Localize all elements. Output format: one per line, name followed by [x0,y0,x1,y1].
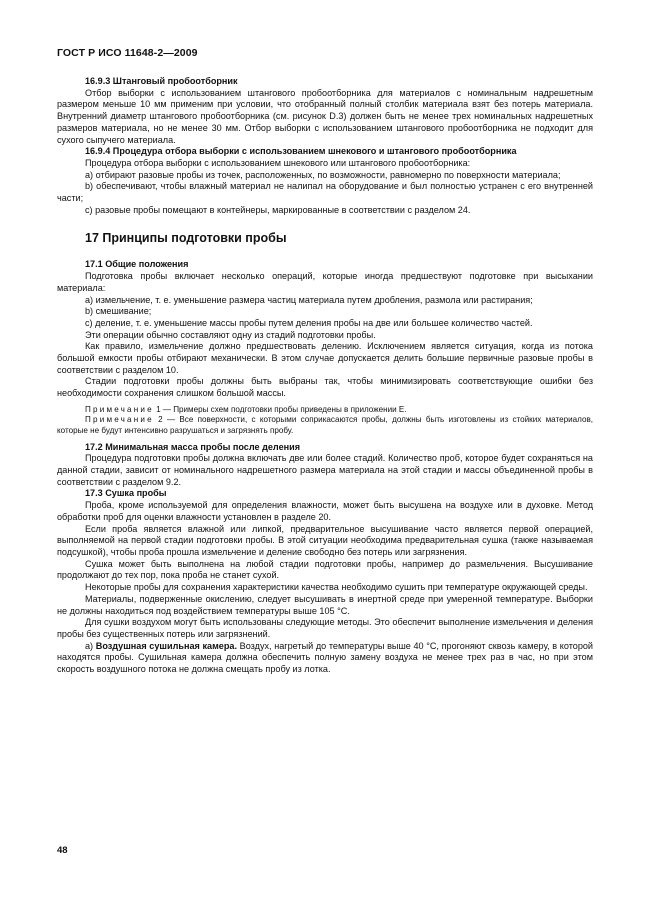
note-1 [57,405,593,416]
paragraph: Сушка может быть выполнена на любой стадии подготовки пробы, например до размельчения. Высушивание продолжают до тех пор, пока проба не станет сухой. [57,558,593,581]
paragraph: Если проба является влажной или липкой, предварительное высушивание часто является первой операцией, выполняемой на первой стадии подготовки пробы. В этой ситуации необходима предварительная сушка (также называемая подсушкой), чтобы проба прошла измельчение и деление свободно без потерь или загрязнения. [57,523,593,557]
document-header [57,47,198,59]
list-item: а) измельчение, т. е. уменьшение размера частиц материала путем дробления, размола или растирания; [85,294,533,305]
list-item: b) обеспечивают, чтобы влажный материал не налипал на оборудование и был полностью устранен с его внутренней части; [57,181,593,204]
term-label: Воздушная сушильная камера. [95,640,237,651]
list-item [57,641,593,676]
paragraph: Проба, кроме используемой для определения влажности, может быть высушена на воздухе или в духовке. Метод обработки проб для оценки влажности установлен в разделе 20. [57,500,593,522]
list-item: с) деление, т. е. уменьшение массы пробы путем деления пробы на две или большее количество частей. [85,317,533,328]
subsection-heading-17-3: 17.3 Сушка пробы [85,488,167,499]
paragraph: Процедура отбора выборки с использованием шнекового или штангового пробоотборника: [85,157,471,168]
paragraph: Некоторые пробы для сохранения характеристики качества необходимо сушить при температуре окружающей среды. [85,582,588,593]
paragraph: Процедура подготовки пробы должна включать две или более стадий. Количество проб, которое будет сохраняться на данной стадии, зависит от номинального надрешетного размера материала на этой стадии и массы объединенной пробы в соответствии с разделом 9.2. [57,453,593,487]
note-2 [57,415,593,436]
note-label: Примечание [85,415,154,425]
paragraph: Стадии подготовки пробы должны быть выбраны так, чтобы минимизировать соответствующие ошибки без необходимости сохранения слишком большой массы. [57,376,593,399]
section-heading-17: 17 Принципы подготовки пробы [85,231,287,246]
paragraph: Эти операции обычно составляют одну из стадий подготовки пробы. [85,329,376,340]
subsection-heading-16-9-3: 16.9.3 Штанговый пробоотборник [85,76,238,86]
page-number: 48 [57,845,68,856]
paragraph: Материалы, подверженные окислению, следует высушивать в инертной среде при умеренной температуре. Выборки не должны находиться под воздействием температуры выше 105 °С. [57,593,593,616]
list-item: а) отбирают разовые пробы из точек, расположенных, по возможности, равномерно по поверхности материала; [85,169,561,180]
paragraph: Подготовка пробы включает несколько операций, которые иногда предшествуют подготовке при высыхании материала: [57,271,593,293]
note-text: 2 — Все поверхности, с которыми соприкасаются пробы, должны быть изготовлены из стойких материалов, которые не будут интенсивно разрушаться и загрязнять пробу. [57,415,593,436]
list-item: b) смешивание; [85,306,152,317]
paragraph: Для сушки воздухом могут быть использованы следующие методы. Это обеспечит выполнение измельчения и деления пробы без существенных потерь или загрязнений. [57,617,593,639]
subsection-heading-16-9-4: 16.9.4 Процедура отбора выборки с использованием шнекового и штангового пробоотборника [85,146,517,157]
note-text: 1 — Примеры схем подготовки пробы приведены в приложении Е. [156,404,407,414]
subsection-heading-17-2: 17.2 Минимальная масса пробы после деления [85,441,301,452]
list-item: с) разовые пробы помещают в контейнеры, маркированные в соответствии с разделом 24. [85,204,471,215]
standard-title: ГОСТ Р ИСО 11648-2—2009 [57,47,198,59]
list-item-text: Воздух, нагретый до температуры выше 40 °С, прогоняют сквозь камеру, в которой находятся пробы. Сушильная камера должна обеспечить полную замену воздуха не менее трех раз в час, но при этом скорость воздушного потока не должна смещать пробу из лотка. [57,640,594,675]
paragraph: Как правило, измельчение должно предшествовать делению. Исключением является ситуация, когда из потока большой емкости пробы отбирают механически. В этом случае допускается делить большие первичные разовые пробы в соответствии с разделом 10. [57,341,593,375]
list-marker: а) [85,640,94,651]
subsection-heading-17-1: 17.1 Общие положения [85,259,189,270]
note-label: Примечание [85,404,154,414]
page-content [57,76,593,676]
paragraph: Отбор выборки с использованием штангового пробоотборника для материалов с номинальным надрешетным размером меньше 10 мм применим при условии, что отобранный полный столбик материала взят без потерь материала. Внутренний диаметр штангового пробоотборника (см. рисунок D.3) должен быть не менее трех номинальных надрешетных размеров материала, но не менее 30 мм. Отбор выборки с использованием штангового пробоотборника не подходит для сухого сыпучего материала. [57,87,593,145]
